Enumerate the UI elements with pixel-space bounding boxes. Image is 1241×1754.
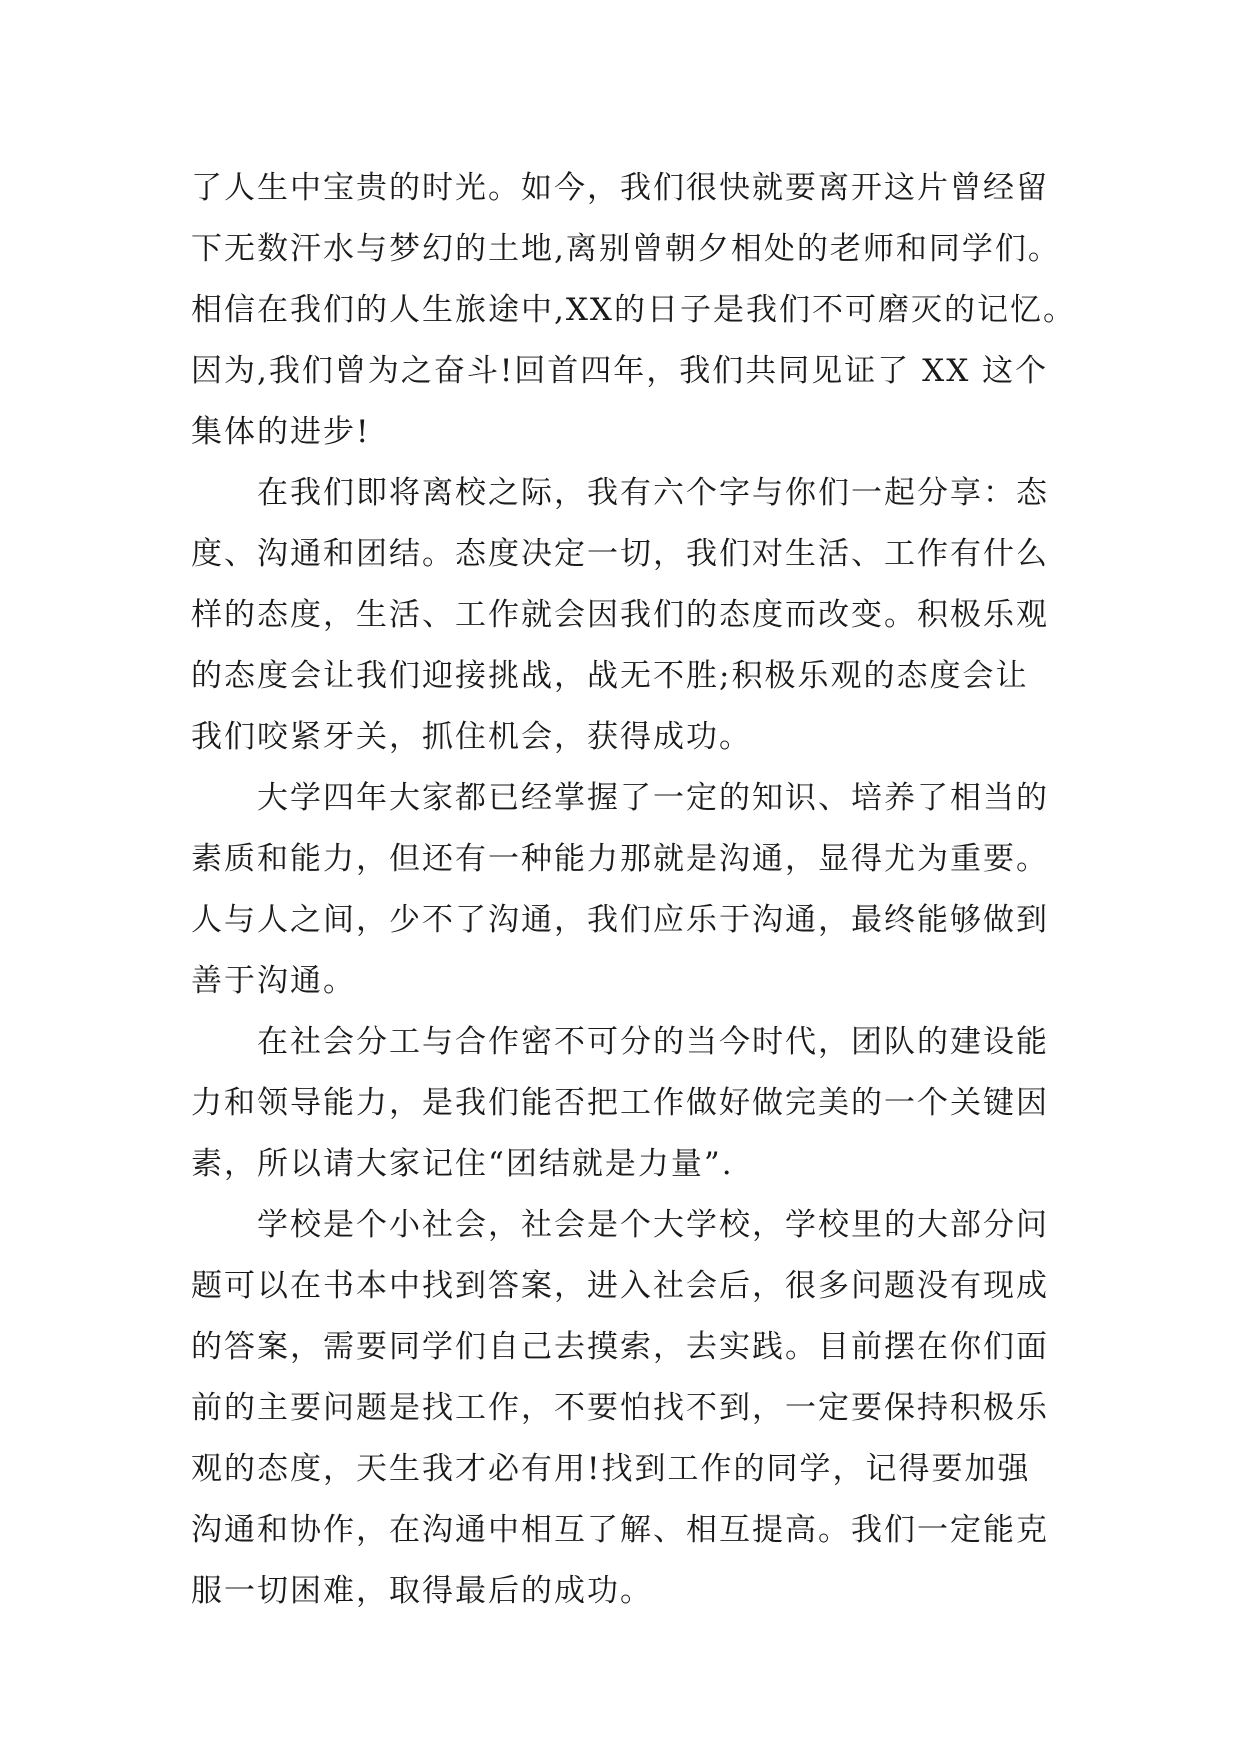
text-line: 题可以在书本中找到答案，进入社会后，很多问题没有现成 — [191, 1268, 1049, 1304]
text-line: 集体的进步! — [191, 414, 371, 450]
text-line: 我们咬紧牙关，抓住机会，获得成功。 — [191, 719, 752, 755]
document-body — [191, 158, 1091, 1622]
paragraph-first-line: 在我们即将离校之际，我有六个字与你们一起分享：态 — [257, 475, 1049, 511]
text-line: 了人生中宝贵的时光。如今，我们很快就要离开这片曾经留 — [191, 170, 1049, 206]
text-line: 素质和能力，但还有一种能力那就是沟通，显得尤为重要。 — [191, 841, 1049, 877]
paragraph-first-line: 在社会分工与合作密不可分的当今时代，团队的建设能 — [257, 1024, 1049, 1060]
text-line: 观的态度，天生我才必有用!找到工作的同学，记得要加强 — [191, 1451, 1031, 1487]
text-line: 服一切困难，取得最后的成功。 — [191, 1573, 653, 1609]
text-line: 样的态度，生活、工作就会因我们的态度而改变。积极乐观 — [191, 597, 1049, 633]
text-line: 沟通和协作，在沟通中相互了解、相互提高。我们一定能克 — [191, 1512, 1049, 1548]
text-line: 因为,我们曾为之奋斗!回首四年，我们共同见证了 XX 这个 — [191, 353, 1049, 389]
text-line: 下无数汗水与梦幻的土地,离别曾朝夕相处的老师和同学们。 — [191, 231, 1061, 267]
text-line: 素，所以请大家记住“团结就是力量”. — [191, 1146, 734, 1182]
text-line: 人与人之间，少不了沟通，我们应乐于沟通，最终能够做到 — [191, 902, 1049, 938]
text-line: 度、沟通和团结。态度决定一切，我们对生活、工作有什么 — [191, 536, 1049, 572]
text-line: 的态度会让我们迎接挑战，战无不胜;积极乐观的态度会让 — [191, 658, 1029, 694]
text-line: 善于沟通。 — [191, 963, 356, 999]
paragraph-first-line: 大学四年大家都已经掌握了一定的知识、培养了相当的 — [257, 780, 1049, 816]
paragraph-first-line: 学校是个小社会，社会是个大学校，学校里的大部分问 — [257, 1207, 1049, 1243]
text-line: 的答案，需要同学们自己去摸索，去实践。目前摆在你们面 — [191, 1329, 1049, 1365]
text-line: 前的主要问题是找工作，不要怕找不到，一定要保持积极乐 — [191, 1390, 1049, 1426]
text-line: 力和领导能力，是我们能否把工作做好做完美的一个关键因 — [191, 1085, 1049, 1121]
text-line: 相信在我们的人生旅途中,XX的日子是我们不可磨灭的记忆。 — [191, 292, 1076, 328]
